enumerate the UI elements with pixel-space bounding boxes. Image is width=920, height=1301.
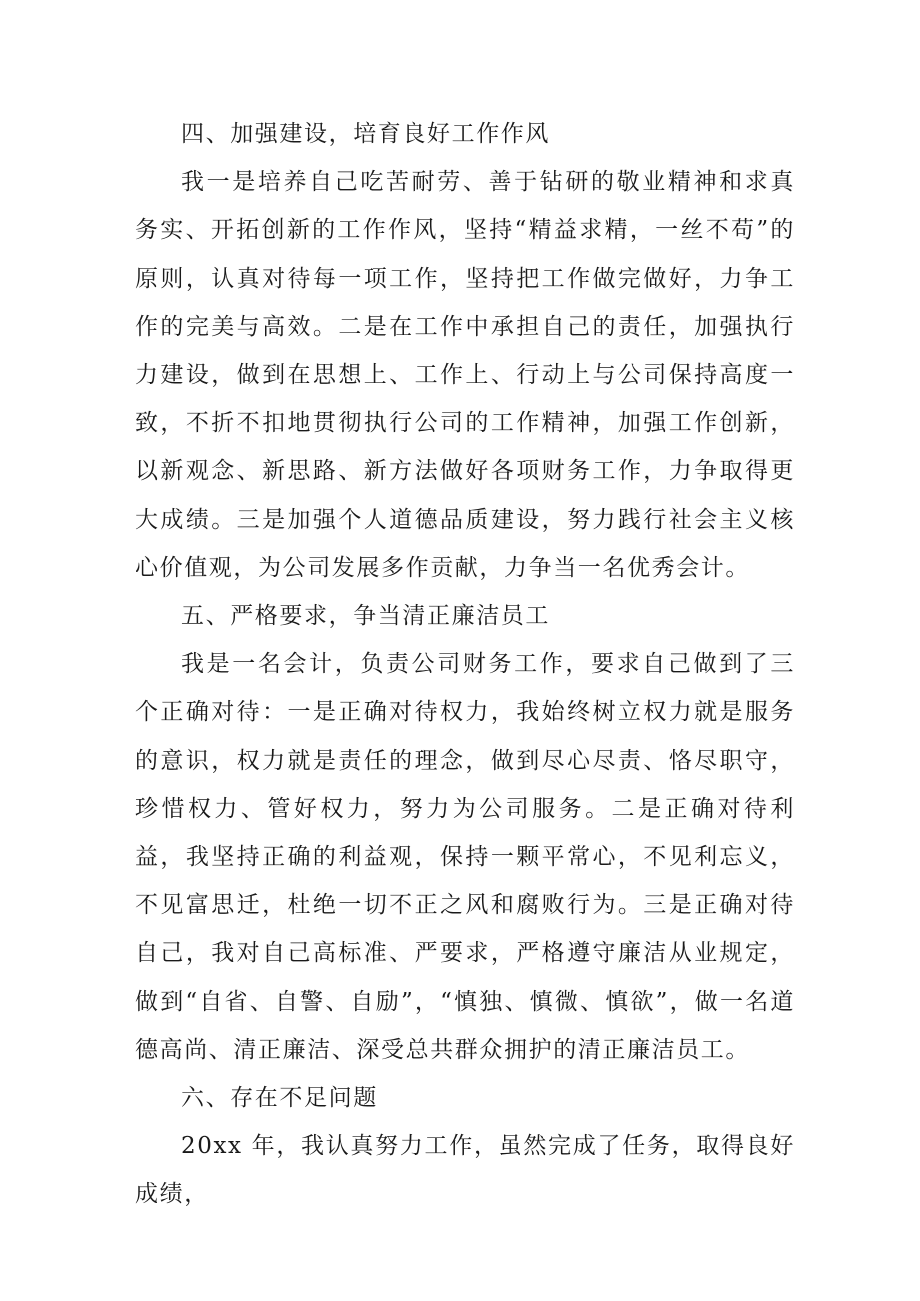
paragraph-section-6: 20xx 年，我认真努力工作，虽然完成了任务，取得良好成绩，: [135, 1133, 795, 1208]
section-heading-4: 四、加强建设，培育良好工作作风: [181, 121, 550, 147]
paragraph-section-5: 我是一名会计，负责公司财务工作，要求自己做到了三个正确对待：一是正确对待权力，我始终树立权力就是服务的意识，权力就是责任的理念，做到尽心尽责、恪尽职守，珍惜权力、管好权力，努力为公司服务。二是正确对待利益，我坚持正确的利益观，保持一颗平常心，不见利忘义，不见富思迁，杜绝一切不正之风和腐败行为。三是正确对待自己，我对自己高标准、严要求，严格遵守廉洁从业规定，做到“自省、自警、自励”，“慎独、慎微、慎欲”，做一名道德高尚、清正廉洁、深受总共群众拥护的清正廉洁员工。: [135, 651, 795, 1063]
section-heading-5: 五、严格要求，争当清正廉洁员工: [181, 603, 550, 630]
section-heading-6: 六、存在不足问题: [181, 1085, 378, 1112]
document-body: [135, 110, 795, 1219]
paragraph-section-4: 我一是培养自己吃苦耐劳、善于钻研的敬业精神和求真务实、开拓创新的工作作风，坚持“精益求精，一丝不苟”的原则，认真对待每一项工作，坚持把工作做完做好，力争工作的完美与高效。二是在工作中承担自己的责任，加强执行力建设，做到在思想上、工作上、行动上与公司保持高度一致，不折不扣地贯彻执行公司的工作精神，加强工作创新，以新观念、新思路、新方法做好各项财务工作，力争取得更大成绩。三是加强个人道德品质建设，努力践行社会主义核心价值观，为公司发展多作贡献，力争当一名优秀会计。: [135, 169, 795, 581]
